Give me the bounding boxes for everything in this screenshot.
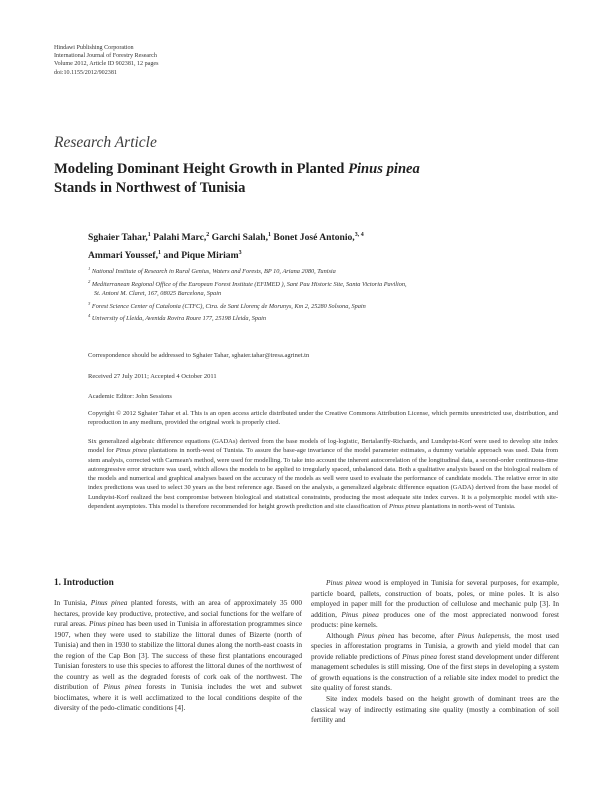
abstract-species: Pinus pinea [388,502,420,510]
journal-doi: doi:10.1155/2012/902381 [54,69,117,76]
journal-volume: Volume 2012, Article ID 902381, 12 pages [54,61,159,68]
affiliation [88,311,548,324]
correspondence: Correspondence should be addressed to Sghaier Tahar, sghaier.tahar@iresa.agrinet.tn [88,352,310,359]
body-text: produces one of the most appreciated nonwood forest products: pine kernels. [311,609,559,630]
species-name: Pinus pinea [341,609,379,619]
paragraph [54,598,302,714]
title-part-1: Modeling Dominant Height Growth in Planted [54,161,349,177]
affiliation-sup: 2 [88,278,91,284]
affiliation-text: Mediterranean Regional Office of the European Forest Institute (EFIMED ), Sant Pau Historic Site, Santa Victoria Pavilion, [91,280,407,288]
author-affil-sup: 2 [206,232,210,238]
author-affil-sup: 3, 4 [354,232,364,238]
species-name: Pinus pinea [90,598,128,607]
journal-name: International Journal of Forestry Research [54,53,157,60]
abstract [88,437,558,511]
affiliation-text: Forest Science Center of Catalonia (CTFC), Ctra. de Sant Llorenç de Morunys, Km 2, 25280 Solsona, Spain [91,302,366,310]
author-affil-sup: 1 [268,232,272,238]
abstract-text: plantations in north-west of Tunisia. To assure the base-age invariance of the model parameter estimates, a dummy variable approach was used. Data from stem analysis, corrected with Carmean's method, were used for modelling. To take into account the inherent autocorrelation of the longitudinal data, a second-order continuous-time autoregressive error structure was used, which allows the models to be applied to irregularly spaced, unbalanced data. Both a qualitative analysis based on the biological realism of the models and numerical and graphical analyses based on the accuracy of the models as well were used to evaluate the performance of candidate models. The relative error in site index predictions was used to select 30 years as the best reference age. Based on the analysis, a generalized algebraic difference equation (GADA) derived from the base model of Lundqvist-Korf realized the best compromise between biological and statistical constraints, producing the most adequate site index curves. It is a polymorphic model with site-dependent asymptotes. This model is therefore recommended for height growth prediction and site classification of [88,447,559,510]
left-column [54,598,302,714]
academic-editor: Academic Editor: John Sessions [88,393,172,400]
author: and Pique Miriam [163,249,239,261]
affiliations [88,264,548,324]
paragraph [311,578,559,631]
title-species: Pinus pinea [348,161,420,177]
author: Bonet José Antonio, [273,232,355,244]
affiliation [88,277,548,290]
body-text: has been used in Tunisia in afforestation programmes since 1907, when they were used to stabilize the littoral dunes of Bizerte (north of Tunisia) and then in 1930 to stabilize the littoral dunes along the north-east coasts in the region of the Cap Bon [3]. The success of these first plantations encouraged Tunisian foresters to use this species to afforest the littoral dunes of the northwest of the country as well as the degraded forests of cork oak of the northwest. The distribution of [54,619,302,692]
abstract-text: plantations in north-west of Tunisia. [419,502,516,510]
affiliation-text: National Institute of Research in Rural Genius, Waters and Forests, BP 10, Ariana 2080, Tunisia [91,268,336,276]
publisher: Hindawi Publishing Corporation [54,45,134,51]
affiliation-continued: St. Antoni M. Claret, 167, 08025 Barcelona, Spain [94,290,222,298]
journal-header [54,44,158,77]
author: Sghaier Tahar, [88,232,148,244]
author-affil-sup: 3 [238,249,242,256]
paragraph [311,694,559,726]
body-text: forest stand development under different management schedules is still missing. One of the first steps in developing a system of growth equations is the construction of a reliable site index model to predict the site quality of forest stands. [311,651,559,693]
species-name: Pinus pinea [357,630,395,640]
author: Garchi Salah, [211,232,269,244]
species-name: Pinus halepensis, [457,630,511,640]
affiliation-sup: 1 [88,266,91,271]
paper-title [54,160,554,197]
body-text: wood is employed in Tunisia for several purposes, for example, particle board, pallets, construction of boats, poles, or mine poles. It is also employed in paper mill for the production of cellulose and mechanic pulp [3]. In addition, [311,578,559,619]
affiliation [88,264,548,277]
affiliation [88,299,548,312]
author: Ammari Youssef, [88,249,158,261]
body-text: has become, after [394,630,458,640]
body-text: forests in Tunisia includes the wet and subwet bioclimates, where it is well acclimatized to the local conditions despite of the diversity of the pedo-climatic conditions [4]. [54,682,302,713]
right-column [311,578,559,726]
body-text: Although [326,630,358,640]
species-name: Pinus pinea [103,682,142,692]
body-text: planted forests, with an area of approximately 35 000 hectares, provide key productive, protective, and social functions for the welfare of rural areas. [54,598,302,629]
author: Palahi Marc, [153,232,207,244]
paragraph [311,631,559,694]
species-name: Pinus pinea [88,619,125,629]
body-text: In Tunisia, [54,598,91,607]
abstract-text: Six generalized algebraic difference equations (GADAs) derived from the base models of log-logistic, Bertalanffy-Richards, and Lundqvist-Korf were used to develop site index model for [88,438,558,455]
copyright-notice: Copyright © 2012 Sghaier Tahar et al. This is an open access article distributed under the Creative Commons Attribution License, which permits unrestricted use, distribution, and reproduction in any medium, provided the original work is properly cited. [88,410,558,427]
body-text: the most used species in afforestation programs in Tunisia, a growth and yield model that can provide reliable predictions of [311,630,559,661]
species-name: Pinus pinea [326,578,362,587]
abstract-species: Pinus pinea [115,447,147,455]
author-affil-sup: 1 [158,249,161,256]
species-name: Pinus pinea [402,651,438,661]
affiliation-text: University of Lleida, Avenida Rovira Roure 177, 25198 Lleida, Spain [91,315,267,323]
author-list [88,228,528,263]
author-affil-sup: 1 [147,232,151,238]
received-dates: Received 27 July 2011; Accepted 4 October 2011 [88,373,217,380]
body-text: Site index models based on the height growth of dominant trees are the classical way of indirectly estimating site quality (mostly a combination of soil fertility and [311,694,559,725]
section-heading: 1. Introduction [54,578,114,588]
affiliation-sup: 3 [88,300,91,306]
article-type: Research Article [54,134,157,151]
title-part-2: Stands in Northwest of Tunisia [54,179,246,196]
affiliation-sup: 4 [88,313,91,319]
